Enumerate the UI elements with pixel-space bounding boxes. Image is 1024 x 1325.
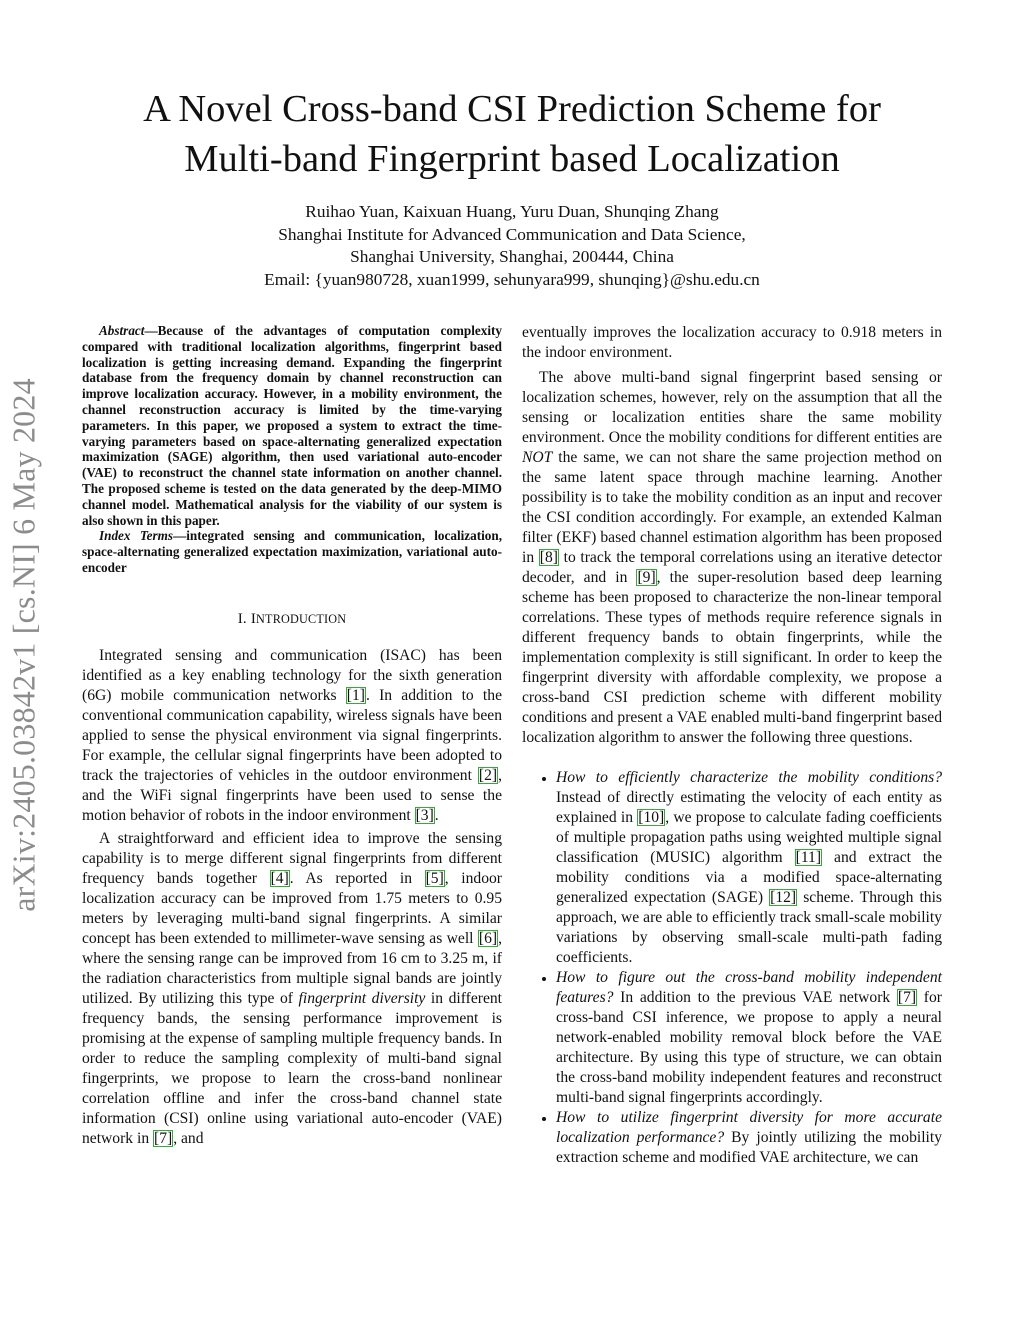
text: the same, we can not share the same projection method on the same latent space through machine learning. Another possibility is to take the mobility condition as an input and recover the CSI condition accordingly. For example, an extended Kalman filter (EKF) based channel estimation algorithm has been proposed in — [522, 449, 942, 566]
abstract-text: —Because of the advantages of computation complexity compared with traditional localization algorithms, fingerprint based localization is getting increasing demand. Expanding the fingerprint database from the frequency domain by channel reconstruction can improve localization accuracy. However, in a mobility environment, the channel reconstruction accuracy is limited by the time-varying parameters. In this paper, we proposed a system to extract the time-varying parameters based on space-alternating generalized expectation maximization (SAGE) algorithm, then used variational auto-encoder (VAE) to reconstruct the channel state information on another channel. The proposed scheme is tested on the data generated by the deep-MIMO channel model. Mathematical analysis for the viability of our system is also shown in this paper. — [82, 323, 502, 528]
author-names: Ruihao Yuan, Kaixuan Huang, Yuru Duan, Shunqing Zhang — [305, 202, 719, 221]
citation-link[interactable]: [7] — [897, 989, 917, 1006]
question-text: How to figure out the cross-band mobility independent features? — [556, 969, 942, 1006]
abstract — [82, 323, 502, 528]
citation-link[interactable]: [1] — [346, 686, 365, 704]
text: , and — [173, 1129, 204, 1147]
intro-paragraph-2 — [82, 829, 502, 1149]
text: The above multi-band signal fingerprint based sensing or localization schemes, however, rely on the assumption that all the sensing or localization entities share the same mobility environment. Once the mobility conditions for different entities are — [522, 369, 942, 446]
citation-link[interactable]: [9] — [637, 569, 656, 586]
text: By jointly utilizing the mobility extraction scheme and modified VAE architecture, we can — [556, 1129, 942, 1166]
text: scheme. Through this approach, we are able to efficiently track small-scale mobility variations by observing small-scale multi-path fading coefficients. — [556, 889, 942, 966]
text: Instead of directly estimating the velocity of each entity as explained in — [556, 789, 942, 826]
emphasis-text: fingerprint diversity — [298, 989, 426, 1007]
text: , we propose to calculate fading coefficients of multiple propagation paths using weighted multiple signal classification (MUSIC) algorithm — [556, 809, 942, 866]
list-item — [556, 968, 942, 1108]
text: , where the sensing range can be improved from 16 cm to 3.25 m, if the radiation characteristics from multiple signal bands are jointly utilized. By utilizing this type of — [82, 929, 502, 1007]
arxiv-identifier: arXiv:2405.03842v1 [cs.NI] 6 May 2024 — [5, 378, 42, 912]
text: , indoor localization accuracy can be improved from 1.75 meters to 0.95 meters by leveraging multi-band signal fingerprints. A similar concept has been extended to millimeter-wave sensing as well — [82, 869, 502, 947]
citation-link[interactable]: [12] — [770, 889, 797, 906]
text: A straightforward and efficient idea to improve the sensing capability is to merge different signal fingerprints from different frequency bands together — [82, 829, 502, 887]
citation-link[interactable]: [3] — [415, 806, 434, 824]
affiliation-line-1: Shanghai Institute for Advanced Communication and Data Science, — [278, 224, 746, 244]
right-column — [522, 323, 942, 1168]
intro-paragraph-2-continued: eventually improves the localization accuracy to 0.918 meters in the indoor environment. — [522, 324, 942, 361]
text: , the super-resolution based deep learning scheme has been proposed to characterize the non-linear temporal correlations. These types of methods require reference signals in different frequency bands to obtain fingerprints, while the implementation complexity is still significant. In order to keep the fingerprint diversity with affordable complexity, we propose a cross-band CSI prediction scheme with different mobility conditions and present a VAE enabled multi-band fingerprint based localization algorithm to answer the following three questions. — [522, 569, 942, 746]
affiliation-line-2: Shanghai University, Shanghai, 200444, China — [350, 247, 674, 266]
arxiv-side-stamp — [4, 356, 44, 934]
question-text: How to utilize fingerprint diversity for more accurate localization performance? — [556, 1109, 942, 1146]
left-column — [82, 323, 502, 1152]
citation-link[interactable]: [6] — [478, 929, 498, 947]
intro-paragraph-1 — [82, 646, 502, 826]
title-line-2: Multi-band Fingerprint based Localization — [184, 138, 840, 180]
index-terms-text: —integrated sensing and communication, localization, space-alternating generalized expectation maximization, variational auto-encoder — [82, 528, 502, 575]
citation-link[interactable]: [11] — [795, 849, 822, 866]
text: , and the WiFi signal fingerprints have been used to sense the motion behavior of robots in the indoor environment — [82, 766, 502, 824]
text: and extract the mobility conditions via a modified space-alternating generalized expectation (SAGE) — [556, 849, 942, 906]
emphasis-text: NOT — [522, 449, 553, 466]
list-item — [556, 1108, 942, 1168]
text: to track the temporal correlations using an iterative detector decoder, and in — [522, 549, 942, 586]
title-line-1: A Novel Cross-band CSI Prediction Scheme for — [143, 88, 881, 130]
citation-link[interactable]: [8] — [539, 549, 558, 566]
index-terms — [82, 528, 502, 575]
text: Integrated sensing and communication (ISAC) has been identified as a key enabling technology for the sixth generation (6G) mobile communication networks — [82, 646, 502, 704]
citation-link[interactable]: [10] — [638, 809, 665, 826]
paper-title — [0, 84, 1024, 184]
citation-link[interactable]: [5] — [425, 869, 444, 887]
section-title-rest: NTRODUCTION — [256, 611, 347, 626]
abstract-label: Abstract — [99, 323, 145, 338]
author-email: Email: {yuan980728, xuan1999, sehunyara999, shunqing}@shu.edu.cn — [264, 269, 760, 289]
citation-link[interactable]: [7] — [154, 1129, 173, 1147]
section-title-initial: I — [250, 610, 257, 627]
text: In addition to the previous VAE network — [613, 989, 897, 1006]
section-heading-introduction — [82, 609, 502, 629]
question-text: How to efficiently characterize the mobility conditions? — [556, 769, 942, 786]
text: . — [434, 806, 439, 824]
text: . In addition to the conventional communication capability, wireless signals have been applied to sense the physical environment via signal fingerprints. For example, the cellular signal fingerprints have been adopted to track the trajectories of vehicles in the outdoor environment — [82, 686, 502, 784]
citation-link[interactable]: [2] — [478, 766, 498, 784]
author-block — [0, 201, 1024, 291]
text: for cross-band CSI inference, we propose to apply a neural network-enabled mobility removal block before the VAE architecture. By using this type of structure, we can obtain the cross-band mobility independent features and reconstruct multi-band signal fingerprints accordingly. — [556, 989, 942, 1106]
index-terms-label: Index Terms — [99, 528, 174, 544]
citation-link[interactable]: [4] — [270, 869, 289, 887]
intro-paragraph-3 — [522, 368, 942, 748]
research-questions-list — [522, 768, 942, 1168]
text: . As reported in — [289, 869, 425, 887]
list-item — [556, 768, 942, 968]
text: in different frequency bands, the sensing performance improvement is promising at the expense of sampling multiple frequency bands. In order to reduce the sampling complexity of multi-band signal fingerprints, we propose to learn the cross-band nonlinear correlation offline and infer the cross-band channel state information (CSI) online using variational auto-encoder (VAE) network in — [82, 989, 502, 1147]
section-number: I. — [237, 610, 247, 627]
